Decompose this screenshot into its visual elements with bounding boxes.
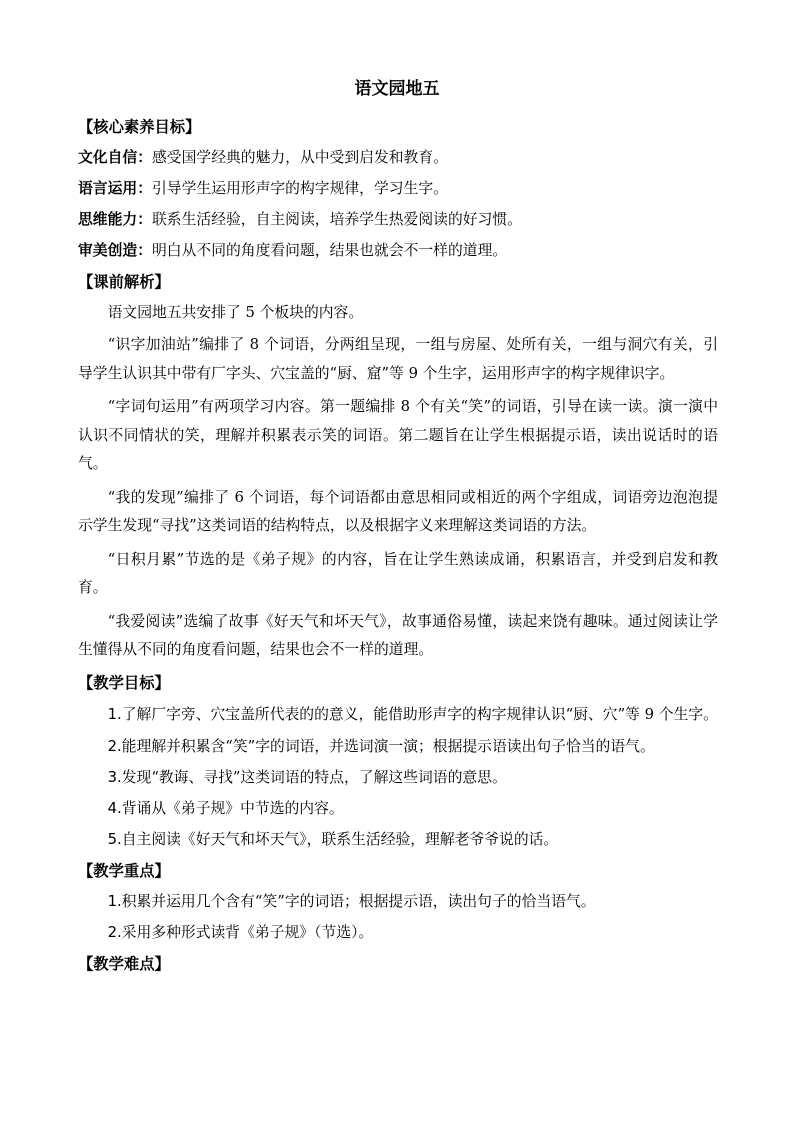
goal-label: 审美创造： [78,242,152,259]
list-number: 3. [107,769,122,786]
paragraph: “字词句运用”有两项学习内容。第一题编排 8 个有关“笑”的词语，引导在读一读。演一演中认识不同情状的笑，理解并积累表示笑的词语。第二题旨在让学生根据提示语，读出说话时的语气。 [78,398,718,472]
list-text: 采用多种形式读背《弟子规》（节选）。 [121,924,374,941]
list-number: 2. [107,924,122,941]
page-title: 语文园地五 [354,79,440,99]
section-heading-teaching-goals: 【教学目标】 [78,673,170,692]
paragraph: 语文园地五共安排了 5 个板块的内容。 [107,304,364,321]
list-item [78,827,718,858]
list-number: 1. [107,893,122,910]
list-number: 2. [107,738,122,755]
list-item [78,920,718,951]
list-item [78,734,718,765]
goal-label: 文化自信： [78,149,152,166]
paragraph: “我的发现”编排了 6 个词语，每个词语都由意思相同或相近的两个字组成，词语旁边泡泡提示学生发现“寻找”这类词语的结构特点，以及根据字义来理解这类词语的方法。 [78,488,718,534]
list-text: 积累并运用几个含有“笑”字的词语；根据提示语，读出句子的恰当语气。 [121,893,596,910]
goal-text: 联系生活经验，自主阅读，培养学生热爱阅读的好习惯。 [152,211,522,228]
goal-language [78,176,718,207]
section-heading-pre-analysis: 【课前解析】 [78,273,170,291]
paragraph: “我爱阅读”选编了故事《好天气和坏天气》，故事通俗易懂，读起来饶有趣味。通过阅读让学生懂得从不同的角度看问题，结果也会不一样的道理。 [78,612,718,658]
paragraph: “识字加油站”编排了 8 个词语，分两组呈现，一组与房屋、处所有关，一组与洞穴有关，引导学生认识其中带有厂字头、穴宝盖的“厨、窟”等 9 个生字，运用形声字的构字规律识字。 [78,336,718,382]
goal-text: 明白从不同的角度看问题，结果也就会不一样的道理。 [152,242,508,259]
goal-thinking [78,207,718,238]
goal-culture [78,145,718,176]
goal-aesthetics [78,238,718,269]
goal-label: 语言运用： [78,180,152,197]
section-heading-key-points: 【教学重点】 [78,862,170,880]
goal-text: 引导学生运用形声字的构字规律，学习生字。 [152,180,448,197]
list-item [78,701,718,730]
list-text: 发现“教诲、寻找”这类词语的特点，了解这些词语的意思。 [121,769,507,786]
list-item [78,889,718,920]
goal-text: 感受国学经典的魅力，从中受到启发和教育。 [152,149,448,166]
goal-label: 思维能力： [78,211,152,228]
list-item [78,796,718,827]
list-number: 5. [107,831,122,848]
list-text: 背诵从《弟子规》中节选的内容。 [121,800,344,817]
section-heading-difficulties: 【教学难点】 [78,955,170,973]
list-text: 自主阅读《好天气和坏天气》，联系生活经验，理解老爷爷说的话。 [121,831,559,848]
section-heading-core-goals: 【核心素养目标】 [78,118,201,136]
list-number: 4. [107,800,122,817]
list-number: 1. [107,705,122,723]
list-text: 了解厂字旁、穴宝盖所代表的的意义，能借助形声字的构字规律认识“厨、穴”等 9 个生字。 [121,705,718,723]
list-text: 能理解并积累含“笑”字的词语，并选词演一演；根据提示语读出句子恰当的语气。 [121,738,655,755]
paragraph: “日积月累”节选的是《弟子规》的内容，旨在让学生熟读成诵，积累语言，并受到启发和教育。 [78,550,718,596]
list-item [78,765,718,796]
document-body [78,114,718,982]
